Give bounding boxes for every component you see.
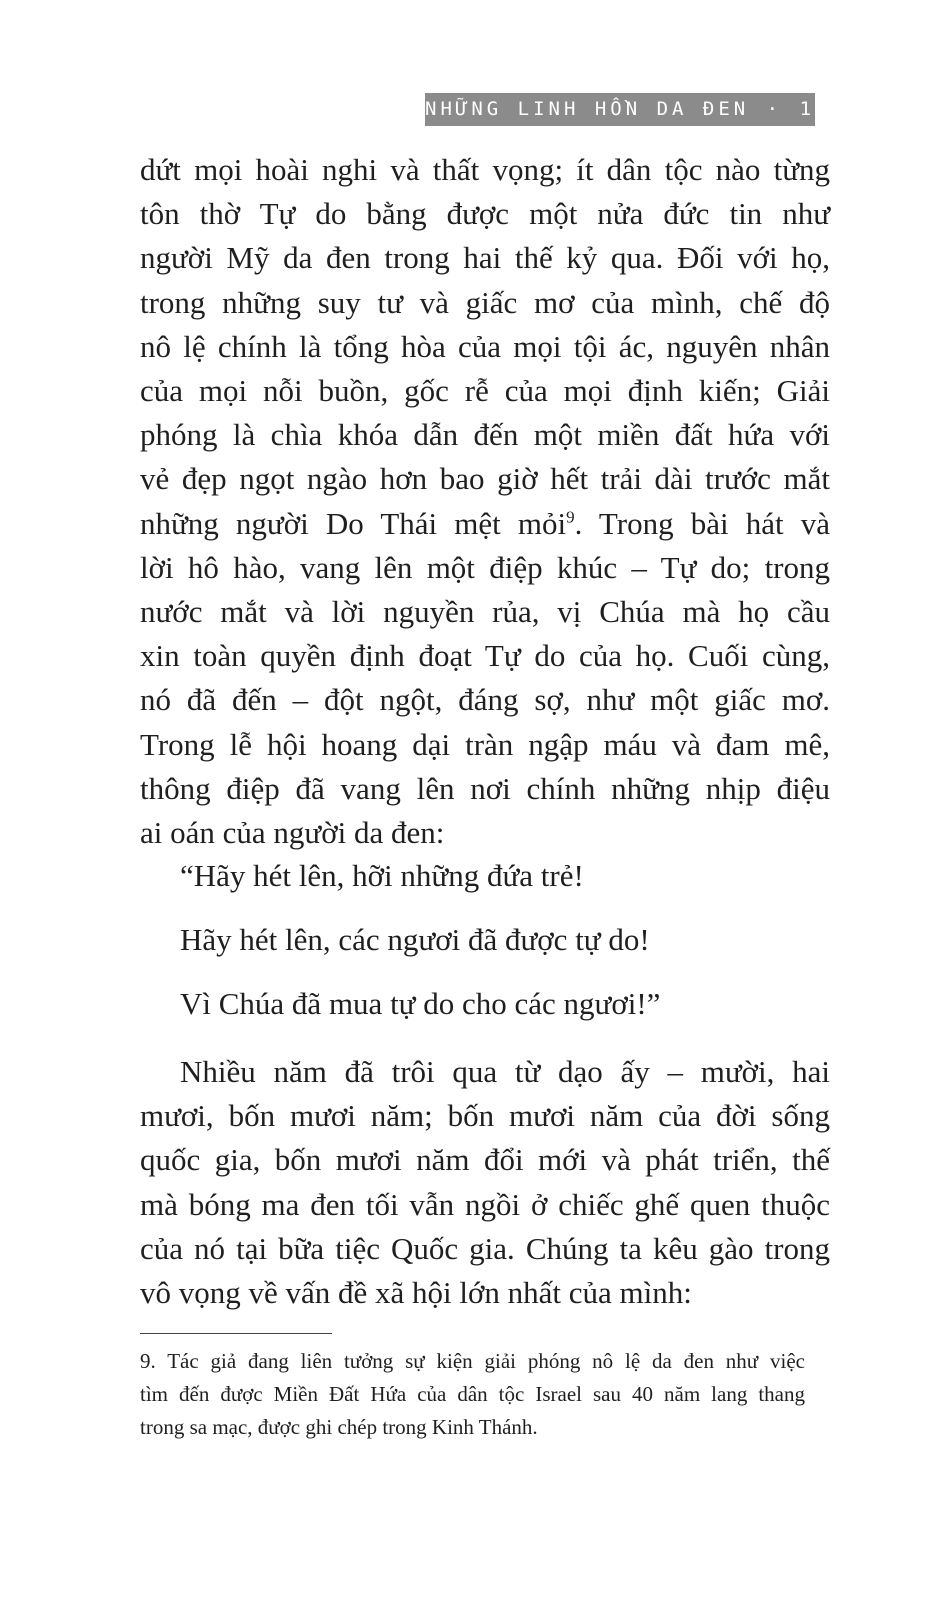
paragraph-line: quốc gia, bốn mươi năm đổi mới và phát triển, thế [140,1142,830,1178]
paragraph-line: vô vọng về vấn đề xã hội lớn nhất của mình: [140,1275,692,1311]
running-header [425,93,831,126]
paragraph-line: mươi, bốn mươi năm; bốn mươi năm của đời sống [140,1098,830,1134]
verse-line: Hãy hét lên, các ngươi đã được tự do! [180,922,650,957]
footnote-marker[interactable]: 9 [566,507,575,527]
paragraph-line: xin toàn quyền định đoạt Tự do của họ. Cuối cùng, [140,638,830,674]
footnote-divider [140,1333,332,1334]
paragraph-line: của nó tại bữa tiệc Quốc gia. Chúng ta kêu gào trong [140,1230,830,1266]
line-text-tail: . Trong bài hát và [574,505,830,541]
paragraph-line: thông điệp đã vang lên nơi chính những nhịp điệu [140,770,830,806]
body-paragraph-2 [140,1050,830,1315]
paragraph-line: người Mỹ da đen trong hai thế kỷ qua. Đối với họ, [140,240,830,276]
paragraph-line: dứt mọi hoài nghi và thất vọng; ít dân tộc nào từng [140,152,830,187]
footnote-line: trong sa mạc, được ghi chép trong Kinh Thánh. [140,1415,538,1439]
book-title: NHỮNG LINH HỒN DA ĐEN [425,98,750,120]
verse-line: Vì Chúa đã mua tự do cho các ngươi!” [180,986,661,1021]
verse-line: “Hãy hét lên, hỡi những đứa trẻ! [180,858,584,893]
paragraph-line: phóng là chìa khóa dẫn đến một miền đất hứa với [140,417,830,453]
footnote [140,1345,805,1444]
paragraph-line: lời hô hào, vang lên một điệp khúc – Tự do; trong [140,549,830,585]
line-text: những người Do Thái mệt mỏi [140,505,567,541]
paragraph-line: tôn thờ Tự do bằng được một nửa đức tin như [140,196,830,232]
paragraph-line: Nhiều năm đã trôi qua từ dạo ấy – mười, hai [180,1054,830,1089]
footnote-line: tìm đến được Miền Đất Hứa của dân tộc Israel sau 40 năm lang thang [140,1382,805,1406]
footnote-line: 9. Tác giả đang liên tưởng sự kiện giải phóng nô lệ da đen như việc [140,1349,805,1373]
page-number: 17 [799,98,831,120]
paragraph-line: mà bóng ma đen tối vẫn ngồi ở chiếc ghế quen thuộc [140,1186,830,1222]
paragraph-line: trong những suy tư và giấc mơ của mình, chế độ [140,284,830,320]
body-paragraph-1 [140,148,830,855]
paragraph-line: nô lệ chính là tổng hòa của mọi tội ác, nguyên nhân [140,328,830,364]
paragraph-line: nước mắt và lời nguyền rủa, vị Chúa mà họ cầu [140,594,830,630]
paragraph-line: của mọi nỗi buồn, gốc rễ của mọi định kiến; Giải [140,373,830,409]
paragraph-line: ai oán của người da đen: [140,815,445,851]
paragraph-line: nó đã đến – đột ngột, đáng sợ, như một giấc mơ. [140,682,830,718]
paragraph-line: vẻ đẹp ngọt ngào hơn bao giờ hết trải dài trước mắt [140,461,830,497]
paragraph-line: Trong lễ hội hoang dại tràn ngập máu và đam mê, [140,726,830,762]
paragraph-line-with-footnote [140,502,830,546]
header-separator: · [766,98,783,120]
